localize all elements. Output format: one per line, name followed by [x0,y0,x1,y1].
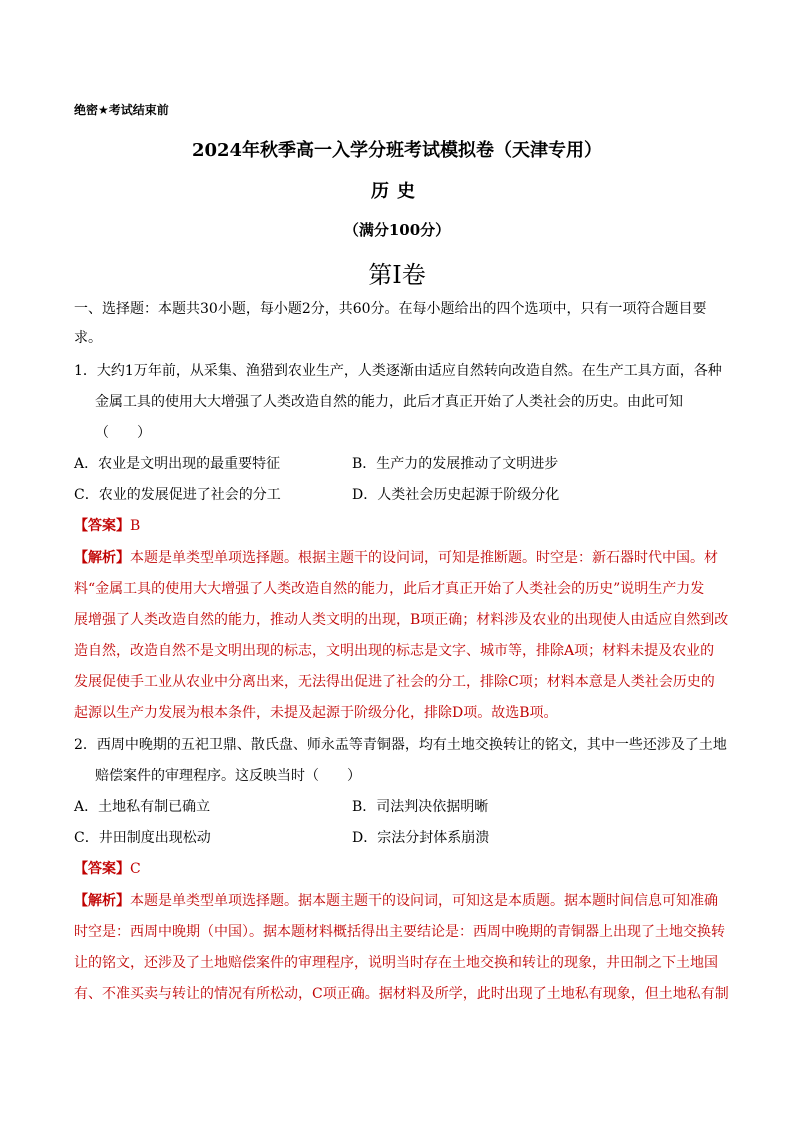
q2-stem-line2: 赔偿案件的审理程序。这反映当时（ ） [95,768,361,784]
q1-stem-line1: 1．大约1万年前，从采集、渔猎到农业生产，人类逐渐由适应自然转向改造自然。在生产工具方面，各种 [74,363,722,379]
q1-analysis-line4: 造自然，改造自然不是文明出现的标志，文明出现的标志是文字、城市等，排除A项；材料未提及农业的 [74,643,715,659]
q2-option-c: C．井田制度出现松动 [74,830,211,846]
q2-analysis-line2: 时空是：西周中晚期（中国）。据本题材料概括得出主要结论是：西周中晚期的青铜器上出现了土地交换转 [74,924,725,940]
q2-option-a: A．土地私有制已确立 [74,799,211,815]
q1-stem-line3: （ ） [95,425,151,441]
analysis-tag: 【解析】 [74,550,130,566]
q2-analysis-line3: 让的铭文，还涉及了土地赔偿案件的审理程序，说明当时存在土地交换和转让的现象，井田制之下土地国 [74,955,718,971]
q2-option-b: B．司法判决依据明晰 [352,799,489,815]
full-score: （满分100分） [343,221,451,239]
answer-value: C [130,861,141,877]
q1-analysis-line2: 料“金属工具的使用大大增强了人类改造自然的能力，此后才真正开始了人类社会的历史”说明生产力发 [74,581,705,597]
q2-stem-line1: 2．西周中晚期的五祀卫鼎、散氏盘、师永盂等青铜器，均有土地交换转让的铭文，其中一些还涉及了土地 [74,737,727,753]
exam-title: 2024年秋季高一入学分班考试模拟卷（天津专用） [191,140,603,161]
q1-analysis-line6: 起源以生产力发展为根本条件，未提及起源于阶级分化，排除D项。故选B项。 [74,705,558,721]
q1-answer [74,516,140,536]
secret-label: 绝密★考试结束前 [74,103,169,117]
q2-option-d: D．宗法分封体系崩溃 [352,830,490,846]
analysis-text: 本题是单类型单项选择题。根据主题干的设问词，可知是推断题。时空是：新石器时代中国。材 [130,550,718,566]
section-instruction-line1: 一、选择题：本题共30小题，每小题2分，共60分。在每小题给出的四个选项中，只有一项符合题目要 [74,301,707,317]
q1-option-c: C．农业的发展促进了社会的分工 [74,487,281,503]
q2-analysis-line4: 有、不准买卖与转让的情况有所松动，C项正确。据材料及所学，此时出现了土地私有现象，但土地私有制 [74,986,729,1002]
q1-option-a: A．农业是文明出现的最重要特征 [74,456,281,472]
analysis-text: 本题是单类型单项选择题。据本题主题干的设问词，可知这是本质题。据本题时间信息可知准确 [130,893,718,909]
q1-stem-line2: 金属工具的使用大大增强了人类改造自然的能力，此后才真正开始了人类社会的历史。由此可知 [95,394,683,410]
answer-value: B [130,518,141,534]
q1-analysis-line3: 展增强了人类改造自然的能力，推动人类文明的出现，B项正确；材料涉及农业的出现使人由适应自然到改 [74,612,729,628]
subject-title: 历史 [371,181,423,202]
answer-tag: 【答案】 [74,861,130,877]
q1-option-d: D．人类社会历史起源于阶级分化 [352,487,560,503]
q2-analysis-line1 [74,891,718,911]
q1-analysis-line5: 发展促使手工业从农业中分离出来，无法得出促进了社会的分工，排除C项；材料本意是人类社会历史的 [74,674,715,690]
section-instruction-line2: 求。 [74,330,102,346]
q1-option-b: B．生产力的发展推动了文明进步 [352,456,559,472]
q2-answer [74,859,141,879]
volume-title: 第Ⅰ卷 [368,261,426,289]
q1-analysis-line1 [74,548,718,568]
answer-tag: 【答案】 [74,518,130,534]
analysis-tag: 【解析】 [74,893,130,909]
